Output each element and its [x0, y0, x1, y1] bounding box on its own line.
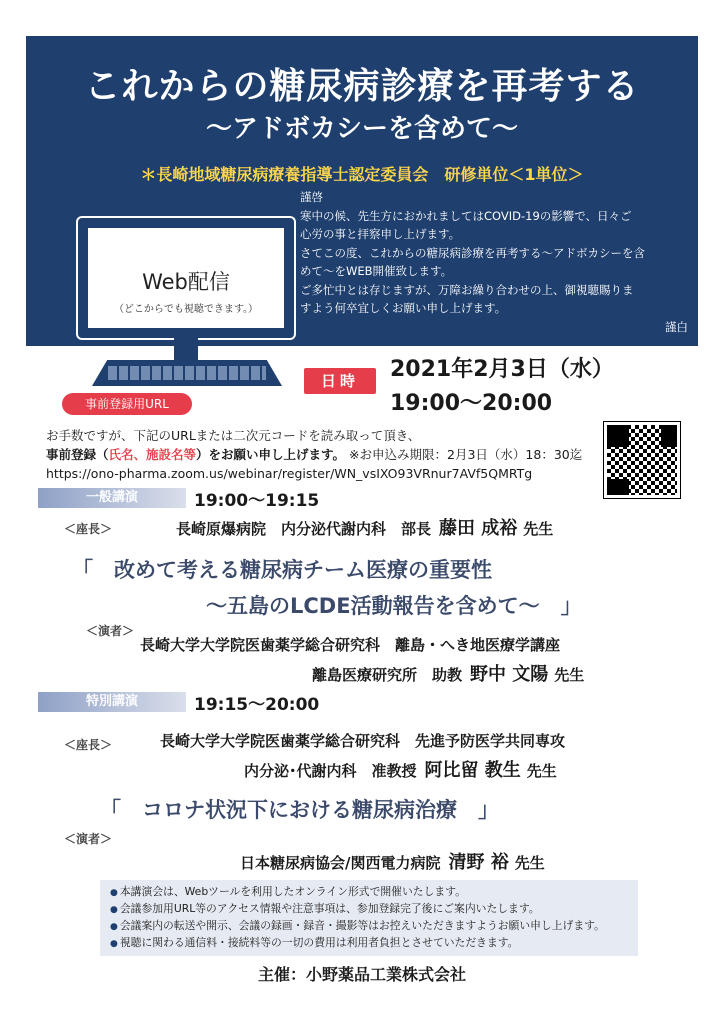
special-chair-affiliation: 長崎大学大学院医歯薬学総合研究科 先進予防医学共同専攻: [160, 732, 566, 750]
required-fields: 氏名、施設名等: [108, 447, 197, 462]
greeting-line: ご多忙中とは存じますが、万障お繰り合わせの上、御視聴賜りま: [300, 282, 634, 297]
registration-line: 事前登録（氏名、施設名等）をお願い申し上げます。 ※お申込み期限：2月3日（水）18：30迄: [46, 447, 583, 462]
chair-label: ＜座長＞: [64, 522, 113, 536]
registration-deadline: ※お申込み期限：2月3日（水）18：30迄: [349, 447, 583, 462]
speaker-name: 清野 裕: [448, 852, 509, 873]
greeting-line: 謹啓: [300, 190, 323, 204]
speaker-label: ＜演者＞: [64, 832, 113, 846]
monitor-icon: [78, 218, 294, 338]
registration-url-badge: 事前登録用URL: [62, 393, 192, 415]
training-credit: ＊長崎地域糖尿病療養指導士認定委員会 研修単位＜1単位＞: [140, 165, 584, 184]
qr-code-icon[interactable]: [604, 422, 680, 498]
greeting-letter: [300, 188, 688, 336]
special-talk-title: 「 コロナ状況下における糖尿病治療 」: [100, 798, 499, 822]
chair-name: 阿比留 教生: [424, 760, 521, 781]
web-delivery-title: Web配信: [142, 270, 230, 294]
registration-url-link[interactable]: https://ono-pharma.zoom.us/webinar/register/WN_vsIXO93VRnur7AVf5QMRTg: [46, 466, 533, 481]
web-delivery-note: （どこからでも視聴できます。）: [113, 304, 259, 315]
general-lecture-badge: 一般講演: [38, 488, 186, 508]
monitor-stand-icon: [174, 338, 198, 362]
greeting-line: めて～をWEB開催致します。: [300, 264, 453, 278]
greeting-line: 心労の事と拝察申し上げます。: [300, 227, 461, 241]
greeting-line: さてこの度、これからの糖尿病診療を再考する～アドボカシーを含: [300, 245, 645, 260]
registration-instructions: [46, 426, 582, 483]
general-lecture-time: 19:00～19:15: [194, 491, 320, 511]
event-date: 2021年2月3日（水）: [390, 357, 614, 382]
registration-line: お手数ですが、下記のURLまたは二次元コードを読み取って頂き、: [46, 428, 421, 443]
general-talk-title: 「 改めて考える糖尿病チーム医療の重要性: [72, 558, 492, 582]
special-lecture-time: 19:15～20:00: [194, 695, 320, 715]
event-title: これからの糖尿病診療を再考する: [84, 66, 640, 107]
speaker-name: 野中 文陽: [470, 664, 549, 685]
greeting-line: すよう何卒宜しくお願い申し上げます。: [300, 301, 507, 315]
special-lecture-badge: 特別講演: [38, 692, 186, 712]
notice-item: ● 本講演会は、Webツールを利用したオンライン形式で開催いたします。: [110, 884, 628, 901]
greeting-line: 寒中の候、先生方におかれましてはCOVID-19の影響で、日々ご: [300, 208, 632, 223]
notice-list: [100, 880, 638, 956]
keyboard-keys-icon: [108, 366, 266, 380]
general-talk-subtitle: ～五島のLCDE活動報告を含めて～ 」: [206, 594, 582, 618]
notice-item: ● 会議案内の転送や開示、会議の録画・録音・撮影等はお控えいただきますようお願い申し上げます。: [110, 918, 628, 935]
chair-label: ＜座長＞: [64, 738, 113, 752]
general-chair: 長崎原爆病院 内分泌代謝内科 部長 藤田 成裕 先生: [176, 518, 554, 539]
special-speaker: 日本糖尿病協会/関西電力病院 清野 裕 先生: [240, 852, 545, 873]
greeting-closing: 謹白: [665, 319, 688, 334]
special-chair: 内分泌･代謝内科 准教授 阿比留 教生 先生: [244, 760, 557, 781]
general-speaker: 離島医療研究所 助教 野中 文陽 先生: [312, 664, 585, 685]
event-time: 19:00～20:00: [390, 391, 553, 416]
speaker-label: ＜演者＞: [86, 624, 135, 638]
chair-name: 藤田 成裕: [439, 518, 518, 539]
datetime-badge: 日時: [304, 368, 376, 394]
sponsor: 主催：小野薬品工業株式会社: [257, 965, 466, 984]
general-speaker-affiliation: 長崎大学大学院医歯薬学総合研究科 離島・へき地医療学講座: [140, 636, 561, 654]
notice-item: ● 視聴に関わる通信料・接続料等の一切の費用は利用者負担とさせていただきます。: [110, 935, 628, 952]
event-subtitle: ～アドボカシーを含めて～: [205, 114, 518, 144]
notice-item: ● 会議参加用URL等のアクセス情報や注意事項は、参加登録完了後にご案内いたします。: [110, 901, 628, 918]
